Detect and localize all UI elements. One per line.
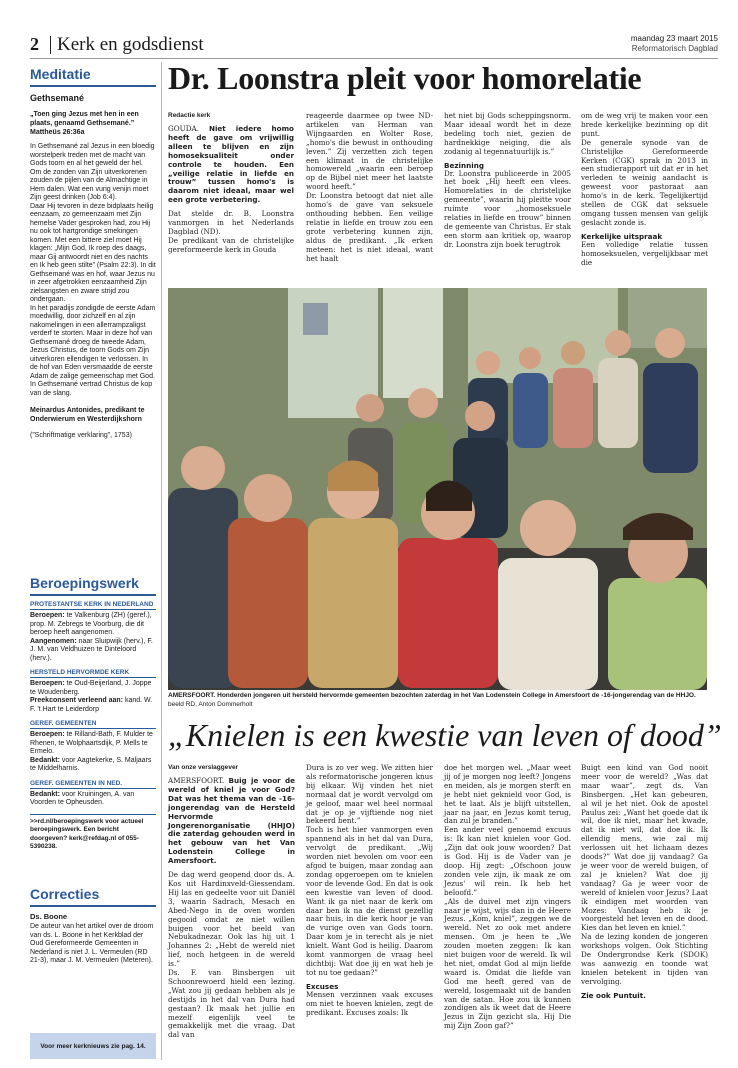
paragraph: het niet bij Gods scheppingsnorm. Maar ideaal wordt het in deze bedeling toch niet, gezien de hardnekkige neiging, die als zodanig al tegennatuurlijk is.”	[444, 111, 571, 156]
church-group	[30, 669, 156, 714]
caption-place: AMERSFOORT.	[168, 692, 216, 699]
photo-credit: beeld RD, Anton Dommerholt	[168, 700, 253, 708]
link-rule	[30, 814, 156, 815]
subheading: Kerkelijke uitspraak	[581, 231, 663, 241]
correcties-block	[30, 886, 156, 966]
meditatie-block	[30, 66, 156, 439]
photo-caption	[168, 692, 707, 709]
header-divider	[50, 36, 51, 54]
article2-column-3	[444, 764, 571, 1031]
section-title: Kerk en godsdienst	[57, 34, 204, 55]
article2-byline: Van onze verslaggever	[168, 764, 239, 771]
article1-column-4	[581, 112, 708, 268]
article1-column-3	[444, 112, 571, 250]
beroepingswerk-block	[30, 575, 156, 852]
beroepingswerk-rule	[30, 594, 156, 596]
meditatie-heading: Meditatie	[30, 66, 91, 82]
paragraph: Dat stelde dr. B. Loonstra vanmorgen in het Nederlands Dagblad (ND).	[168, 209, 294, 236]
audience-photo-illustration	[168, 288, 707, 690]
beroepingswerk-link[interactable]: >>rd.nl/beroepingswerk voor actueel beroepingswerk. Een bericht doorgeven? kerk@refdag.nl of 055-5390238.	[30, 817, 144, 850]
correcties-subtitle: Ds. Boone	[30, 912, 68, 921]
article1-column-1	[168, 112, 294, 255]
article2-column-1	[168, 764, 295, 1040]
beroep-line: Bedankt: voor Aagtekerke, S. Maljaars te Middelharnis.	[30, 756, 152, 772]
paper-name: Reformatorisch Dagblad	[631, 44, 718, 53]
church-name: PROTESTANTSE KERK IN NEDERLAND	[30, 601, 156, 610]
correcties-rule	[30, 905, 156, 907]
paragraph: De predikant van de christelijke gereformeerde kerk in Gouda	[168, 235, 294, 254]
paragraph: De generale synode van de Christelijke Gereformeerde Kerken (CGK) sprak in 2013 in een studierapport uit dat er in het verleden te weinig aandacht is geweest voor pastoraat aan homo's in de kerk. Tegelijkertijd stellen de CGK dat seksuele omgang tussen mensen van gelijk geslacht zonde is.	[581, 137, 708, 227]
audience-photo	[168, 288, 707, 690]
dateline: AMERSFOORT.	[168, 776, 225, 785]
church-group	[30, 720, 156, 774]
beroepingswerk-heading: Beroepingswerk	[30, 575, 139, 591]
header-date-block	[631, 34, 718, 54]
paragraph: Een ander veel genoemd excuus is: Ik kan niet knielen voor God. „Zijn dat ook jouw woorden? Dat is God. Hij is de Vader van je doop. Hij zegt: „Ofschoon jouw zonden vele zijn, ik maak ze om Jezus' wil rein. Ik heb het beloofd.”	[444, 825, 571, 897]
paragraph: Dura is zo ver weg. We zitten hier als reformatorische jongeren knus bij elkaar. Wij vinden het niet normaal dat je wordt vervolgd om je geloof, maar wel heel normaal dat je op je vijftiende nog niet bekeerd bent.”	[306, 763, 433, 826]
caption-text: Honderden jongeren uit hersteld hervormde gemeenten bezochten zaterdag in het Van Lodenstein College in Amersfoort de -16-jongerendag van de HHJO.	[215, 692, 696, 699]
meditatie-paragraph: In Gethsemané zal Jezus in een bloedig worstelperk treden met de macht van Gods toorn en al het geweld der hel. Om de zonden van Zijn uitverkorenen zouden de pijlen van de Almachtige in Hem dalen. Wat een vurig venijn moet Zijn geest drinken (Job 6:4).	[30, 143, 155, 201]
article1-headline: Dr. Loonstra pleit voor homorelatie	[168, 60, 642, 96]
issue-date: maandag 23 maart 2015	[630, 34, 718, 43]
meditatie-rule	[30, 85, 156, 87]
meditatie-subtitle: Gethsemané	[30, 93, 85, 103]
paragraph: doe het morgen wel. „Maar weet jij of je morgen nog leeft? Jongens en meiden, als je morgen sterft en je hebt niet geknield voor God, is het te laat. Als je blijft uitstellen, jaar na jaar, en Jezus komt terug, dan zul je branden.”	[444, 763, 571, 826]
church-name: GEREF. GEMEENTEN	[30, 720, 156, 729]
article1-byline: Redactie kerk	[168, 112, 211, 119]
column-separator	[161, 62, 162, 1060]
beroep-line: Aangenomen: naar Sluipwijk (herv.), F. J. M. van Veldhuizen te Dinteloord (herv.).	[30, 637, 153, 662]
paragraph: Dr. Loonstra publiceerde in 2005 het boek „Hij heeft een vlees. Homorelaties in de christelijke gemeente”, waarin hij pleitte voor ruimte voor „homoseksuele relaties in liefde en trouw” binnen de gemeente van Christus. Er stak een storm aan kritiek op, waarop dr. Loonstra zijn boek terugtrok	[444, 168, 571, 249]
church-name: HERSTELD HERVORMDE KERK	[30, 669, 156, 678]
meditatie-author: Meinardus Antonides, predikant te Onderwierum en Westerdijkshorn	[30, 407, 145, 423]
correcties-heading: Correcties	[30, 886, 100, 902]
paragraph: Buigt een kind van God nooit meer voor de wereld? „Was dat maar waar”, zegt ds. Van Binsbergen. „Het kan gebeuren, al wil je het niet. Ook de apostel Paulus zei: „Want het goede dat ik wil, doe ik niet, maar het kwade, dat ik niet wil, dat doe ik. Ik ellendig mens, wie zal mij verlossen uit het lichaam dezes doods?” Wat doe jij vandaag? Ga je weer voor de wereld buigen, of zal je knielen? Wat doe jij vandaag? Ga je weer voor de wereld of knielen voor Jezus? Laat ik eindigen met woorden van Mozes: Vandaag heb ik je voorgesteld het leven en de dood. Kies dan het leven en kniel.”	[581, 763, 708, 933]
paragraph: Na de lezing konden de jongeren workshops volgen. Ook Stichting De Ondergrondse Kerk (SDOK) was aanwezig en toonde wat knielen betekent in tijden van vervolging.	[581, 932, 708, 986]
meditatie-source: (”Schriftmatige verklaring”, 1753)	[30, 432, 132, 439]
subheading: Excuses	[306, 981, 339, 991]
paragraph: Toch is het hier vanmorgen even spannend als in het dal van Dura, vervolgt de predikant. „Wij worden niet bevolen om voor een afgod te buigen, maar zondag aan zondag opgeroepen om te knielen voor de levende God. En dat is ook een kwestie van leven of dood. Want ik ga niet naar de kerk om daar ben ik na de dienst gezellig naar huis, in die kerk hoor je van de vurige oven van Gods toorn. Daar kom je in terecht als je niet knielt. Want God is heilig. Daarom komt vanmorgen de vraag heel dichtbij: Wat doe jij en wat heb je tot nu toe gedaan?”	[306, 825, 433, 977]
page-reference-box[interactable]	[30, 1033, 156, 1059]
paragraph: Een volledige relatie tussen homoseksuelen, vergelijkbaar met die	[581, 239, 708, 267]
paragraph: Mensen verzinnen vaak excuses om niet te hoeven knielen, zegt de predikant. Excuses zoals: Ik	[306, 989, 433, 1017]
meditatie-paragraph: Daar Hij tevoren in deze bidplaats heilig eenzaam, zo gemeenzaam met Zijn hemelse Vader gesproken had, zou Hij nu ook tot hartgrondige smekingen komen. Met een bittere ziel moet Hij klagen: „Mijn God, Ik roep des daags, maar Gij antwoordt niet en des nachts en Ik heb geen stilte” (Psalm 22:3). In dit Gethsemané was en hof, waar Jezus nu in zeer afgetrokken eenzaamheid Zijn zielsangsten en zware strijd zou ondergaan.	[30, 202, 156, 303]
beroep-line: Bedankt: voor Kruiningen, A. van Voorden te Opheusden.	[30, 790, 135, 806]
dateline: GOUDA.	[168, 124, 199, 133]
correcties-text: De auteur van het artikel over de droom van ds. L. Boone in het Kerkblad der Oud Gereformeerde Gemeenten in Nederland is niet J. L. Vermeulen (RD 21-3), maar J. M. Vermeulen (Meteren).	[30, 923, 154, 964]
beroep-line: Preekconsent verleend aan: kand. W. F. 't Hart te Leiderdorp	[30, 697, 153, 713]
article2-column-2	[306, 764, 433, 1017]
meditatie-paragraph: In het paradijs zondigde de eerste Adam moedwillig, door zichzelf en al zijn nakomelingen in een allerrampzaligst verderf te storten. Maar in deze hof van Gethsemané droeg de tweede Adam, Jezus Christus, de toorn Gods om Zijn uitverkoren ellendigen te verlossen. In de hof van Eden versmaadde de eerste Adam de zalige gemeenschap met God. In Gethsemané vertrad Christus de kop van de slang.	[30, 304, 156, 397]
beroep-line: Beroepen: te Oud-Beijerland, J. Joppe te Woudenberg.	[30, 680, 152, 696]
paragraph: reageerde daarmee op twee ND-artikelen van Herman van Wijngaarden en Wolter Rose, „homo's die bewust in onthouding leven.” Zij verzetten zich tegen een klimaat in de christelijke homowereld „waarin een beroep op de Bijbel niet meer het laatste woord heeft.”	[306, 111, 433, 192]
article2-column-4	[581, 764, 708, 1000]
article1-intro: GOUDA. Niet iedere homo heeft de gave om vrijwillig alleen te blijven en zijn homoseksualiteit onder controle te houden. Een „veilige relatie in liefde en trouw” tussen homo's is daarom niet ideaal, maar wel een grote verbetering.	[168, 124, 294, 205]
church-group	[30, 780, 156, 808]
article1-column-2	[306, 112, 433, 263]
paragraph: „Als de duivel met zijn vingers naar je wijst, wijs dan in de Heere Jezus. „Kom, kniel”, zeggen we de wereld. Net zo ook met andere mensen. Om je heen te „We zouden moeten zeggen: Ik kan niet buigen voor de wereld. Ik wil het niet, omdat God al mijn liefde waard is. Omdat die liefde van God me heeft gered van de wereld, losgemaakt uit de banden van de satan. Hoe zou ik kunnen zondigen als ik weet dat de Heere Jezus in Zijn gezicht sla, Hij Die mij Zijn Zoon gaf?”	[444, 896, 571, 1031]
meditatie-quote: „Toen ging Jezus met hen in een plaats, genaamd Gethsemané.” Mattheüs 26:36a	[30, 111, 139, 136]
church-group	[30, 601, 156, 663]
subheading: Bezinning	[444, 160, 484, 170]
article2-headline: „Knielen is een kwestie van leven of dood”	[168, 717, 722, 753]
see-also[interactable]: Zie ook Puntuit.	[581, 990, 646, 1000]
article2-intro: AMERSFOORT. Buig je voor de wereld of kniel je voor God? Dat was het thema van de -16-jongerendag van de Hersteld Hervormde Jongerenorganisatie (HHJO) die zaterdag gehouden werd in het gebouw van het Van Lodenstein College in Amersfoort.	[168, 776, 295, 866]
page-number: 2	[30, 34, 39, 54]
paragraph: Ds. F. van Binsbergen uit Schoonrewoerd hield een lezing. „Wat zou jij gedaan hebben als je destijds in het dal van Dura had gestaan? Ik maak het jullie en mezelf eigenlijk veel te gemakkelijk met die vraag. Dat dal van	[168, 968, 295, 1040]
beroep-line: Beroepen: te Valkenburg (ZH) (geref.), prop. M. Zebregs te Voorburg, die dit beroep heeft aangenomen.	[30, 612, 152, 636]
beroep-line: Beroepen: te Rilland-Bath, F. Mulder te Rhenen, te Wolphaartsdijk, P. Mells te Ermelo.	[30, 731, 153, 755]
paragraph: om de weg vrij te maken voor een brede kerkelijke bezinning op dit punt.	[581, 111, 708, 138]
paragraph: De dag werd geopend door ds. A. Kos uit Hardinxveld-Giessendam. Hij las en gedeelte voor uit Daniël 3, waarin Sadrach, Mesach en Abed-Nego in de oven worden gegooid omdat ze niet willen buigen voor het beeld van Nebukadnezar. Ook las hij uit 1 Johannes 2: „Hebt de wereld niet lief, noch hetgeen in de wereld is.”	[168, 870, 295, 969]
church-name: GEREF. GEMEENTEN IN NED.	[30, 780, 156, 789]
paragraph: Dr. Loonstra betoogt dat niet alle homo's de gave van seksuele onthouding hebben. Een veilige relatie in liefde en trouw zou een grote verbetering kunnen zijn, aldus de predikant. „Ik erken meteen: het is niet ideaal, want het haalt	[306, 191, 433, 263]
meditatie-text	[30, 143, 156, 398]
header-rule	[30, 58, 718, 59]
page-reference-text: Voor meer kerknieuws zie pag. 14.	[40, 1042, 146, 1050]
